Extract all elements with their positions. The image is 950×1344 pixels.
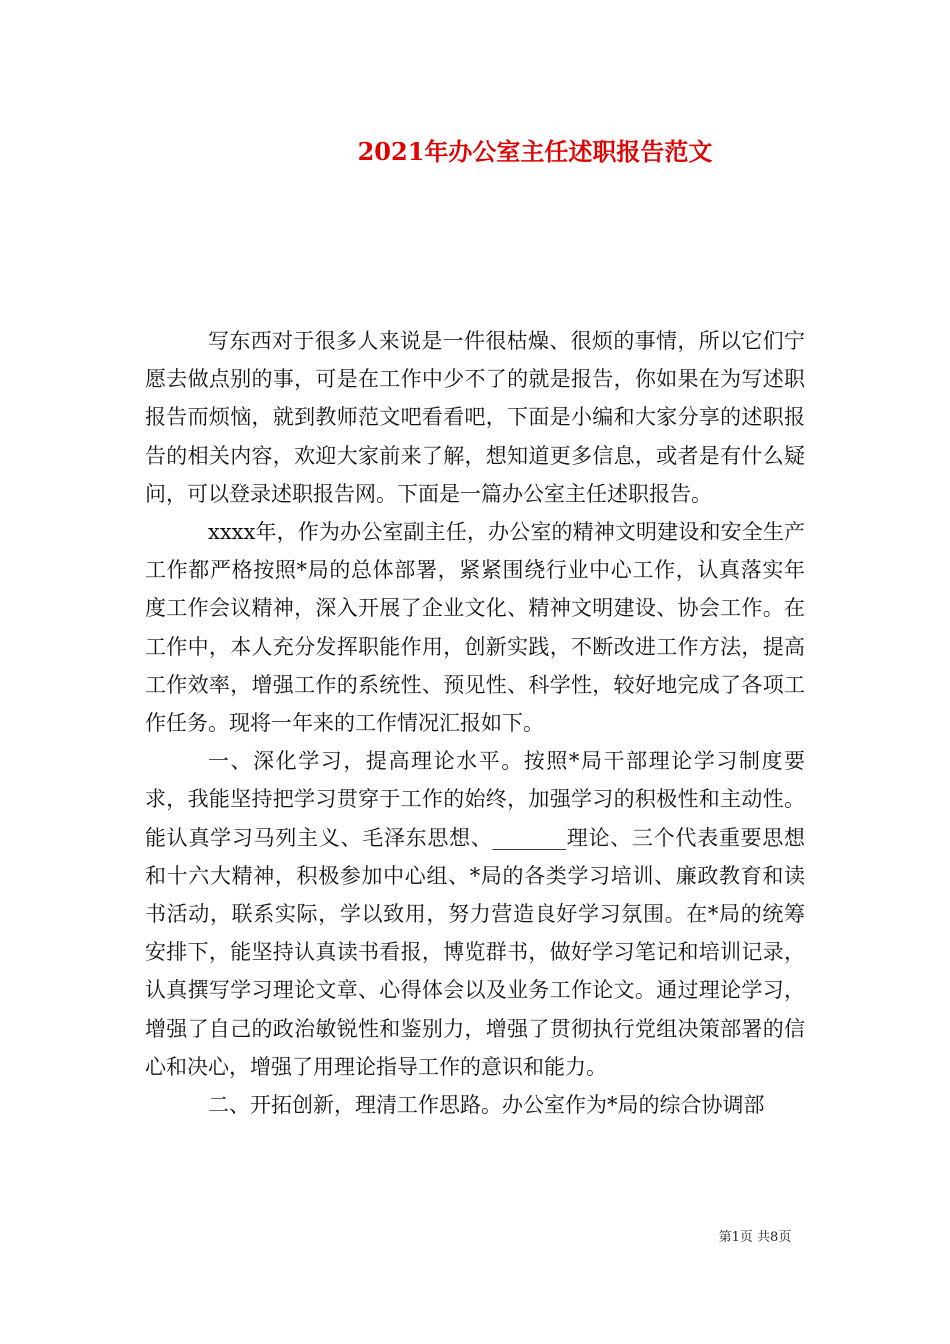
paragraph-overview: xxxx年，作为办公室副主任，办公室的精神文明建设和安全生产工作都严格按照*局的总体部署，紧紧围绕行业中心工作，认真落实年度工作会议精神，深入开展了企业文化、精神文明建设、协会工作。在工作中，本人充分发挥职能作用，创新实践，不断改进工作方法，提高工作效率，增强工作的系统性、预见性、科学性，较好地完成了各项工作任务。现将一年来的工作情况汇报如下。 <box>145 520 805 736</box>
paragraph-intro: 写东西对于很多人来说是一件很枯燥、很烦的事情，所以它们宁愿去做点别的事，可是在工作中少不了的就是报告，你如果在为写述职报告而烦恼，就到教师范文吧看看吧，下面是小编和大家分享的述职报告的相关内容，欢迎大家前来了解，想知道更多信息，或者是有什么疑问，可以登录述职报告网。下面是一篇办公室主任述职报告。 <box>145 329 805 506</box>
document-title: 2021年办公室主任述职报告范文 <box>357 137 713 166</box>
document-body <box>145 322 805 1124</box>
page-number-footer: 第1页 共8页 <box>718 1230 792 1245</box>
paragraph-section-1: 一、深化学习，提高理论水平。按照*局干部理论学习制度要求，我能坚持把学习贯穿于工作的始终，加强学习的积极性和主动性。能认真学习马列主义、毛泽东思想、_______理论、三个代表重要思想和十六大精神，积极参加中心组、*局的各类学习培训、廉政教育和读书活动，联系实际，学以致用，努力营造良好学习氛围。在*局的统筹安排下，能坚持认真读书看报，博览群书，做好学习笔记和培训记录，认真撰写学习理论文章、心得体会以及业务工作论文。通过理论学习，增强了自己的政治敏锐性和鉴别力，增强了贯彻执行党组决策部署的信心和决心，增强了用理论指导工作的意识和能力。 <box>145 749 805 1079</box>
paragraph-section-2: 二、开拓创新，理清工作思路。办公室作为*局的综合协调部 <box>208 1093 765 1118</box>
